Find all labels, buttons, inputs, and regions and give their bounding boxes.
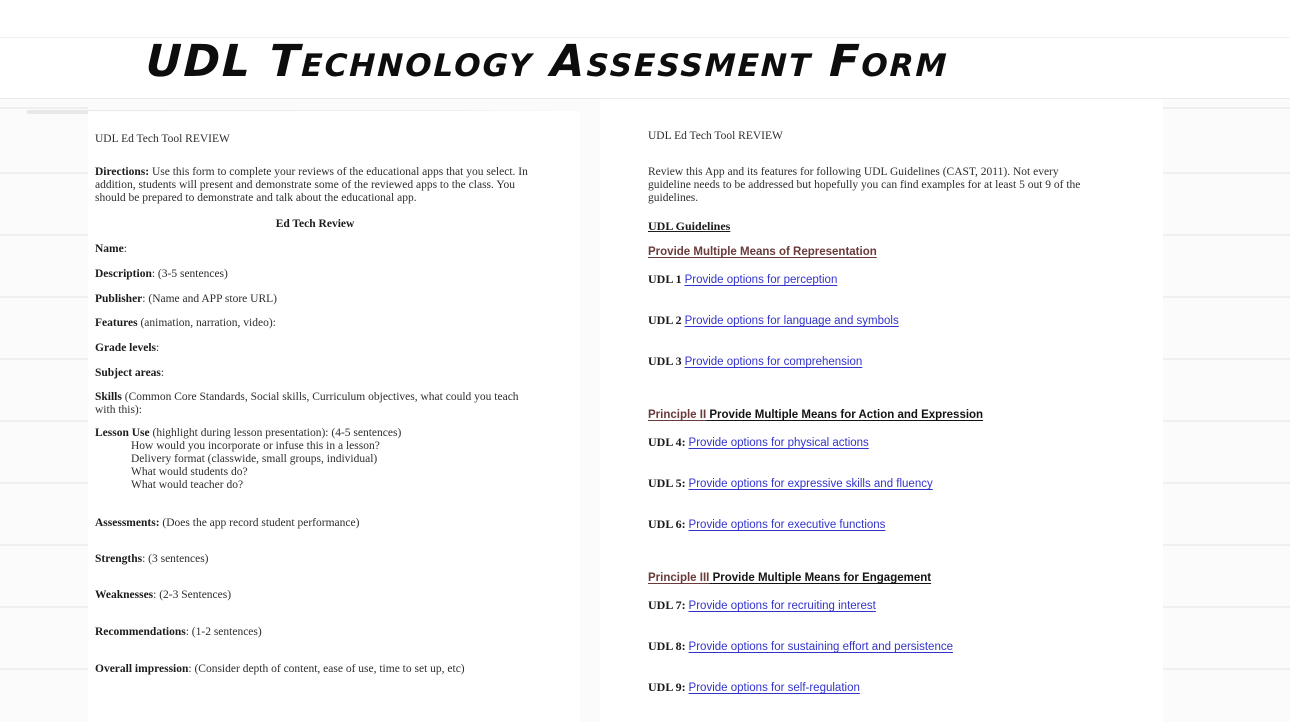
field-strengths: Strengths: (3 sentences) <box>95 553 209 565</box>
field-name: Name: <box>95 243 127 255</box>
udl-6-link[interactable]: Provide options for executive functions <box>688 519 886 531</box>
field-subject-areas: Subject areas: <box>95 367 165 379</box>
udl-3-link[interactable]: Provide options for comprehension <box>684 356 863 368</box>
lesson-question: Delivery format (classwide, small groups, individual) <box>131 453 378 465</box>
udl-1-link[interactable]: Provide options for perception <box>684 274 838 286</box>
principle-1-link[interactable]: Provide Multiple Means of Representation <box>648 246 877 258</box>
field-description: Description: (3-5 sentences) <box>95 268 228 280</box>
udl-item-1: UDL 1 Provide options for perception <box>648 272 838 286</box>
field-skills: Skills (Common Core Standards, Social skills, Curriculum objectives, what could you teach with this): <box>95 391 519 416</box>
udl-item-6: UDL 6: Provide options for executive functions <box>648 517 886 531</box>
lesson-question: What would students do? <box>131 466 248 478</box>
principle-2-link[interactable]: Principle II <box>648 409 707 421</box>
udl-9-link[interactable]: Provide options for self-regulation <box>688 682 860 694</box>
doc-title: UDL Ed Tech Tool REVIEW <box>648 130 783 142</box>
udl-2-link[interactable]: Provide options for language and symbols <box>684 315 899 327</box>
directions-label: Directions: <box>95 166 150 178</box>
field-weaknesses: Weaknesses: (2-3 Sentences) <box>95 589 232 601</box>
udl-item-2: UDL 2 Provide options for language and symbols <box>648 313 899 327</box>
udl-item-7: UDL 7: Provide options for recruiting interest <box>648 598 876 612</box>
doc-title: UDL Ed Tech Tool REVIEW <box>95 133 230 145</box>
site-header <box>0 0 1290 98</box>
principle-3-link[interactable]: Principle III <box>648 572 710 584</box>
udl-guidelines-heading: UDL Guidelines <box>648 219 731 233</box>
principle-3-title: Provide Multiple Means for Engagement <box>712 572 932 584</box>
ruled-lines-right <box>1163 99 1290 722</box>
udl-item-5: UDL 5: Provide options for expressive skills and fluency <box>648 476 933 490</box>
field-features: Features (animation, narration, video): <box>95 317 276 329</box>
field-grade-levels: Grade levels: <box>95 342 160 354</box>
page-title: UDL Technology Assessment Form <box>145 36 950 87</box>
udl-item-9: UDL 9: Provide options for self-regulation <box>648 680 860 694</box>
udl-5-link[interactable]: Provide options for expressive skills and fluency <box>688 478 933 490</box>
field-lesson-use: Lesson Use (highlight during lesson presentation): (4-5 sentences) How would you incorporate or infuse this in a lesson? Delivery format (classwide, small groups, individual) What would students do? What would teacher do? <box>95 427 535 492</box>
principle-2-heading <box>648 409 1103 422</box>
intro-paragraph: Review this App and its features for following UDL Guidelines (CAST, 2011). Not every guideline needs to be addressed but hopefully you can find examples for at least 5 out 9 of the guidelines. <box>648 166 1081 204</box>
principle-3-heading <box>648 572 1103 585</box>
field-publisher: Publisher: (Name and APP store URL) <box>95 293 277 305</box>
document-page-2 <box>600 99 1163 722</box>
document-page-1 <box>88 111 580 722</box>
directions-paragraph <box>95 166 535 205</box>
lesson-question: How would you incorporate or infuse this in a lesson? <box>131 440 380 452</box>
udl-7-link[interactable]: Provide options for recruiting interest <box>688 600 876 612</box>
lesson-question: What would teacher do? <box>131 479 244 491</box>
udl-item-3: UDL 3 Provide options for comprehension <box>648 354 863 368</box>
field-recommendations: Recommendations: (1-2 sentences) <box>95 626 262 638</box>
principle-2-title: Provide Multiple Means for Action and Expression <box>709 409 984 421</box>
principle-1-heading <box>648 246 1103 259</box>
field-overall-impression: Overall impression: (Consider depth of content, ease of use, time to set up, etc) <box>95 663 465 675</box>
udl-item-8: UDL 8: Provide options for sustaining effort and persistence <box>648 639 953 653</box>
udl-item-4: UDL 4: Provide options for physical actions <box>648 435 869 449</box>
section-heading: Ed Tech Review <box>275 218 355 230</box>
udl-4-link[interactable]: Provide options for physical actions <box>688 437 869 449</box>
udl-8-link[interactable]: Provide options for sustaining effort and persistence <box>688 641 953 653</box>
directions-text: Use this form to complete your reviews of the educational apps that you select. In addition, students will present and demonstrate some of the reviewed apps to the class. You should be prepared to demonstrate and talk about the educational app. <box>95 166 528 204</box>
field-assessments: Assessments: (Does the app record student performance) <box>95 517 360 529</box>
ruled-lines-left <box>0 99 88 722</box>
